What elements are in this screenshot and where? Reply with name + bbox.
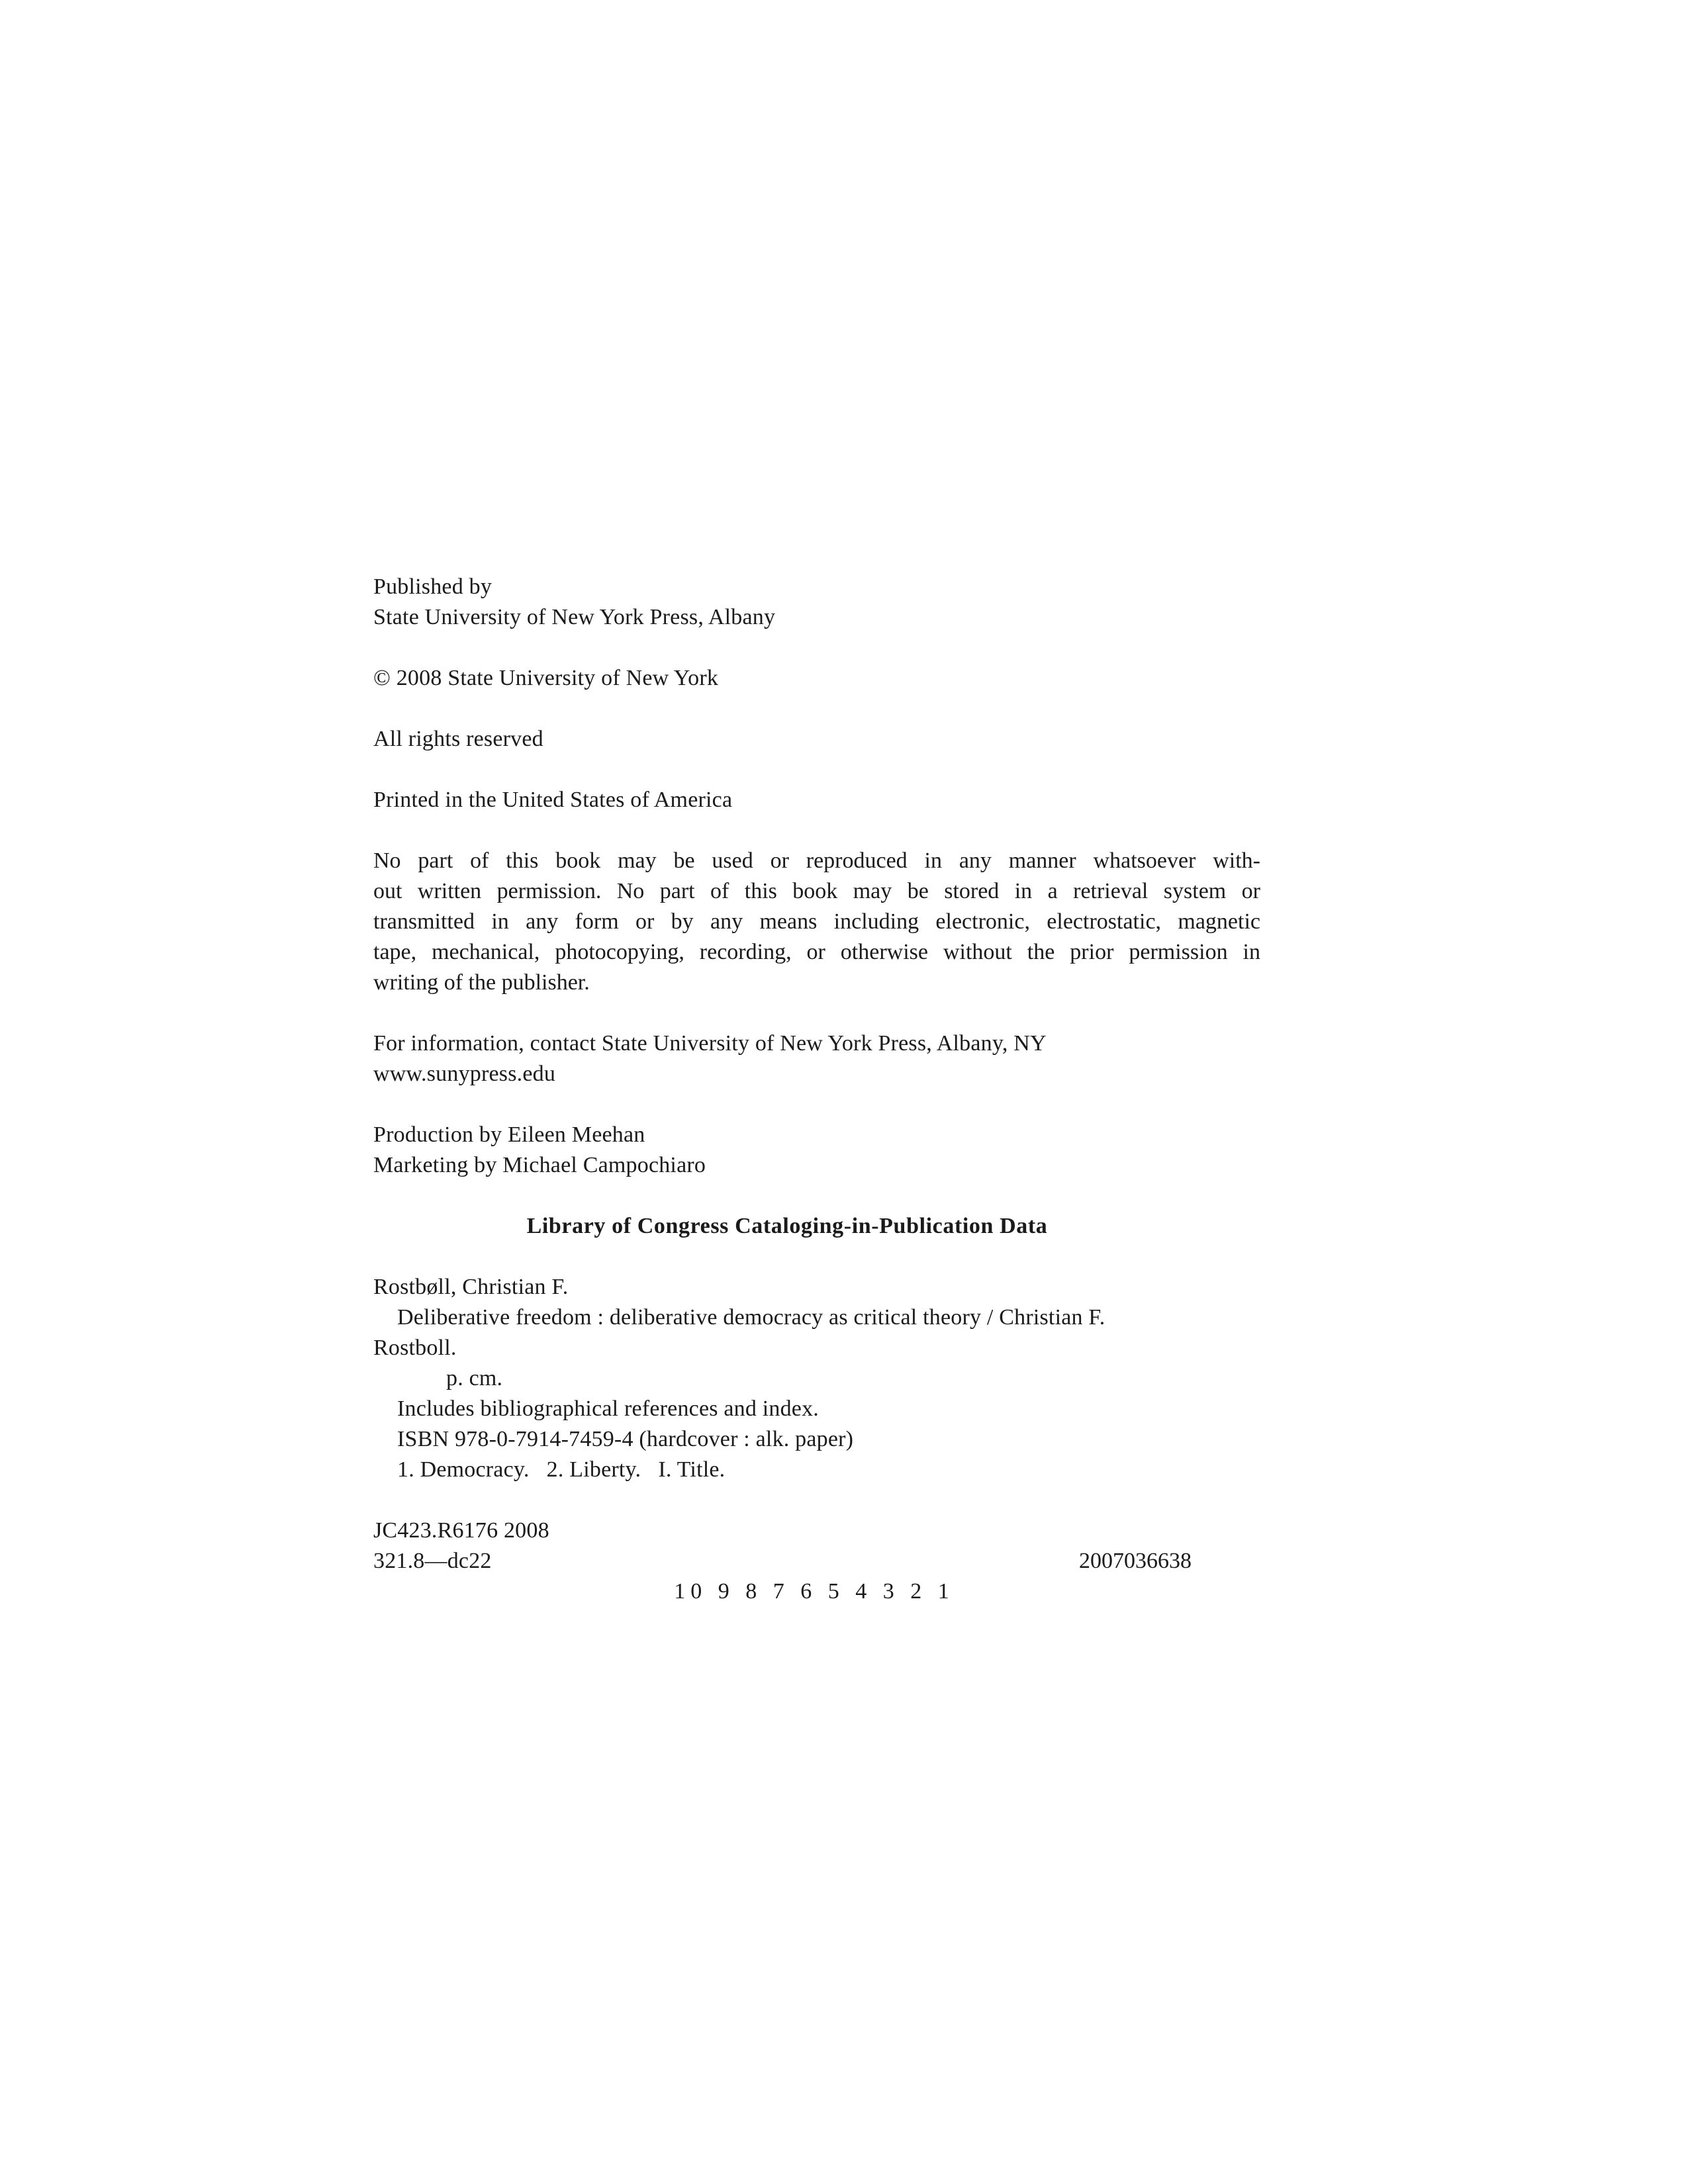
notice-line: tape, mechanical, photocopying, recording, or otherwise without the prior permission in [373,940,1260,964]
published-by-text: Published by [373,574,492,599]
production-credit: Production by Eileen Meehan [373,1122,645,1147]
copyright-text: © 2008 State University of New York [373,666,719,690]
cip-notes: Includes bibliographical references and index. [397,1396,819,1421]
cip-physical-description: p. cm. [446,1366,503,1390]
cip-author: Rostbøll, Christian F. [373,1275,569,1299]
cip-title-continuation: Rostboll. [373,1336,457,1360]
notice-line: No part of this book may be used or reproduced in any manner whatsoever with- [373,848,1260,873]
cip-title-line: Deliberative freedom : deliberative democracy as critical theory / Christian F. [397,1305,1105,1330]
cip-subjects: 1. Democracy. 2. Liberty. I. Title. [397,1457,726,1482]
cip-lccn: 2007036638 [1079,1549,1192,1573]
notice-line: transmitted in any form or by any means including electronic, electrostatic, magnetic [373,909,1260,934]
press-name-text: State University of New York Press, Albany [373,605,776,629]
notice-line: writing of the publisher. [373,970,590,995]
printed-in-text: Printed in the United States of America [373,788,733,812]
notice-line: out written permission. No part of this book may be stored in a retrieval system or [373,879,1260,903]
cip-dewey: 321.8—dc22 [373,1549,492,1573]
website-text: www.sunypress.edu [373,1062,556,1086]
printing-line: 10 9 8 7 6 5 4 3 2 1 [674,1579,955,1604]
marketing-credit: Marketing by Michael Campochiaro [373,1153,706,1177]
reproduction-notice [373,846,1260,998]
cip-isbn: ISBN 978-0-7914-7459-4 (hardcover : alk. paper) [397,1427,854,1451]
cip-lc-class: JC423.R6176 2008 [373,1518,549,1543]
cip-heading: Library of Congress Cataloging-in-Publication Data [526,1214,1048,1238]
contact-info-text: For information, contact State University of New York Press, Albany, NY [373,1031,1047,1056]
rights-text: All rights reserved [373,727,543,751]
